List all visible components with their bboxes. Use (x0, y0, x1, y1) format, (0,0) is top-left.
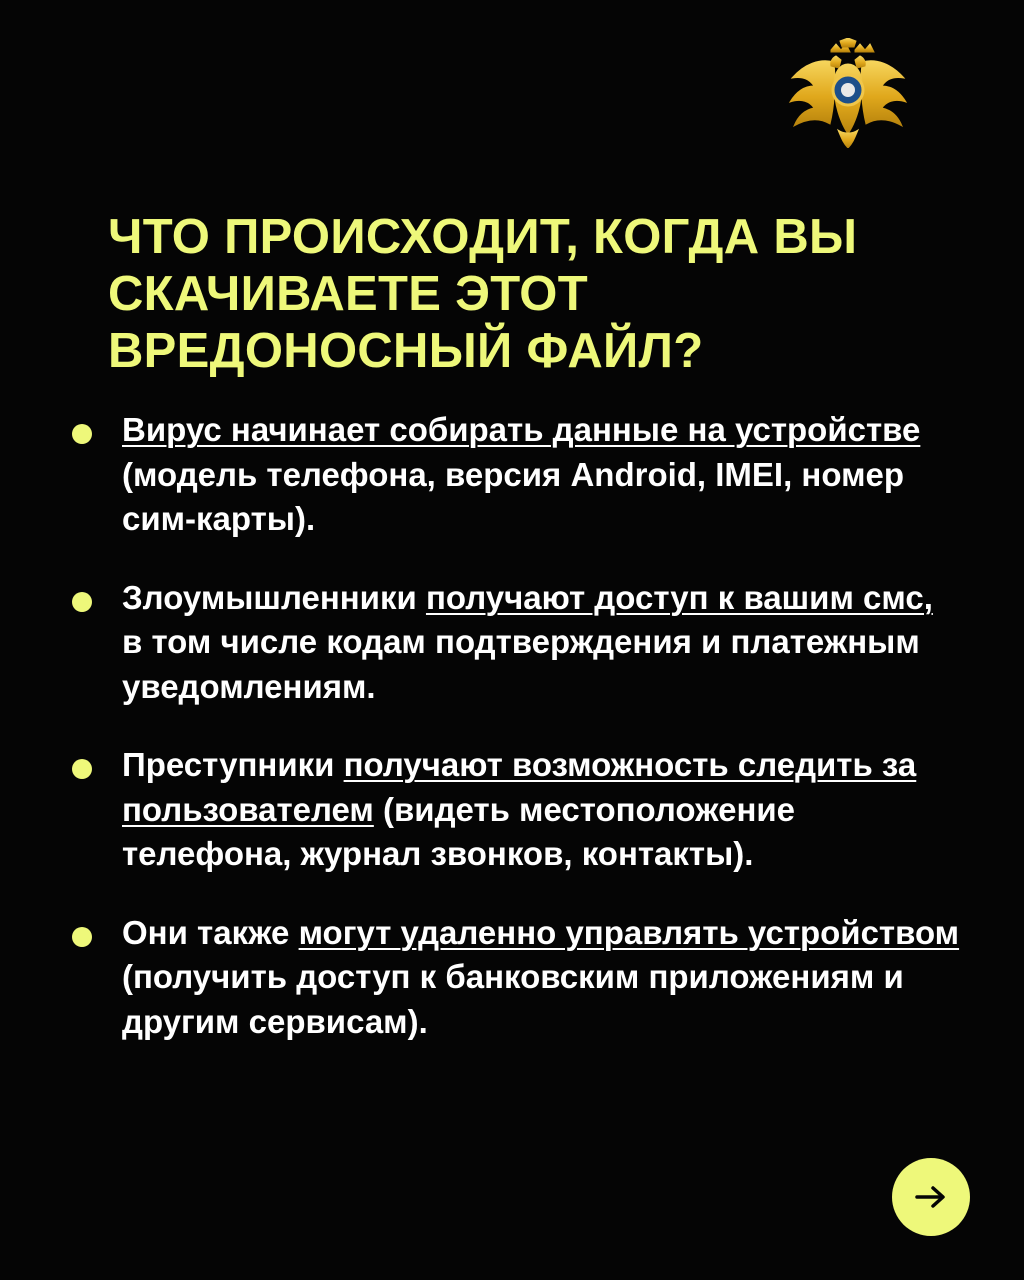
bullet-underlined-text: Вирус начинает собирать данные на устройстве (122, 411, 921, 448)
bullet-lead-text: Преступники (122, 746, 344, 784)
bullet-text (122, 911, 962, 1045)
bullet-rest-text: (получить доступ к банковским приложениям и другим сервисам). (122, 958, 904, 1041)
bullet-list (72, 408, 962, 1079)
bullet-lead-text: Они также (122, 913, 299, 951)
bullet-dot-icon (72, 592, 92, 612)
bullet-lead-text: Злоумышленники (122, 578, 426, 616)
arrow-right-icon (909, 1175, 953, 1219)
bullet-underlined-text: могут удаленно управлять устройством (298, 913, 960, 951)
list-item (72, 408, 962, 542)
bullet-dot-icon (72, 927, 92, 947)
list-item (72, 576, 962, 710)
page-title: ЧТО ПРОИСХОДИТ, КОГДА ВЫ СКАЧИВАЕТЕ ЭТОТ ВРЕДОНОСНЫЙ ФАЙЛ? (108, 209, 858, 379)
bullet-dot-icon (72, 424, 92, 444)
bullet-text (122, 743, 962, 877)
bullet-text (122, 576, 962, 710)
bullet-underlined-text: получают доступ к вашим смс, (425, 578, 933, 616)
list-item (72, 911, 962, 1045)
bullet-dot-icon (72, 759, 92, 779)
next-slide-button[interactable] (892, 1158, 970, 1236)
bullet-rest-text: (модель телефона, версия Android, IMEI, номер сим-карты). (122, 455, 905, 538)
bullet-rest-text: в том числе кодам подтверждения и платежным уведомлениям. (122, 623, 920, 705)
bullet-text (122, 408, 962, 542)
bullet-rest-text: (видеть местоположение телефона, журнал звонков, контакты). (122, 790, 796, 873)
bullet-underlined-text: получают возможность следить за пользователем (122, 746, 917, 828)
mvd-emblem-icon (784, 38, 912, 148)
list-item (72, 743, 962, 877)
